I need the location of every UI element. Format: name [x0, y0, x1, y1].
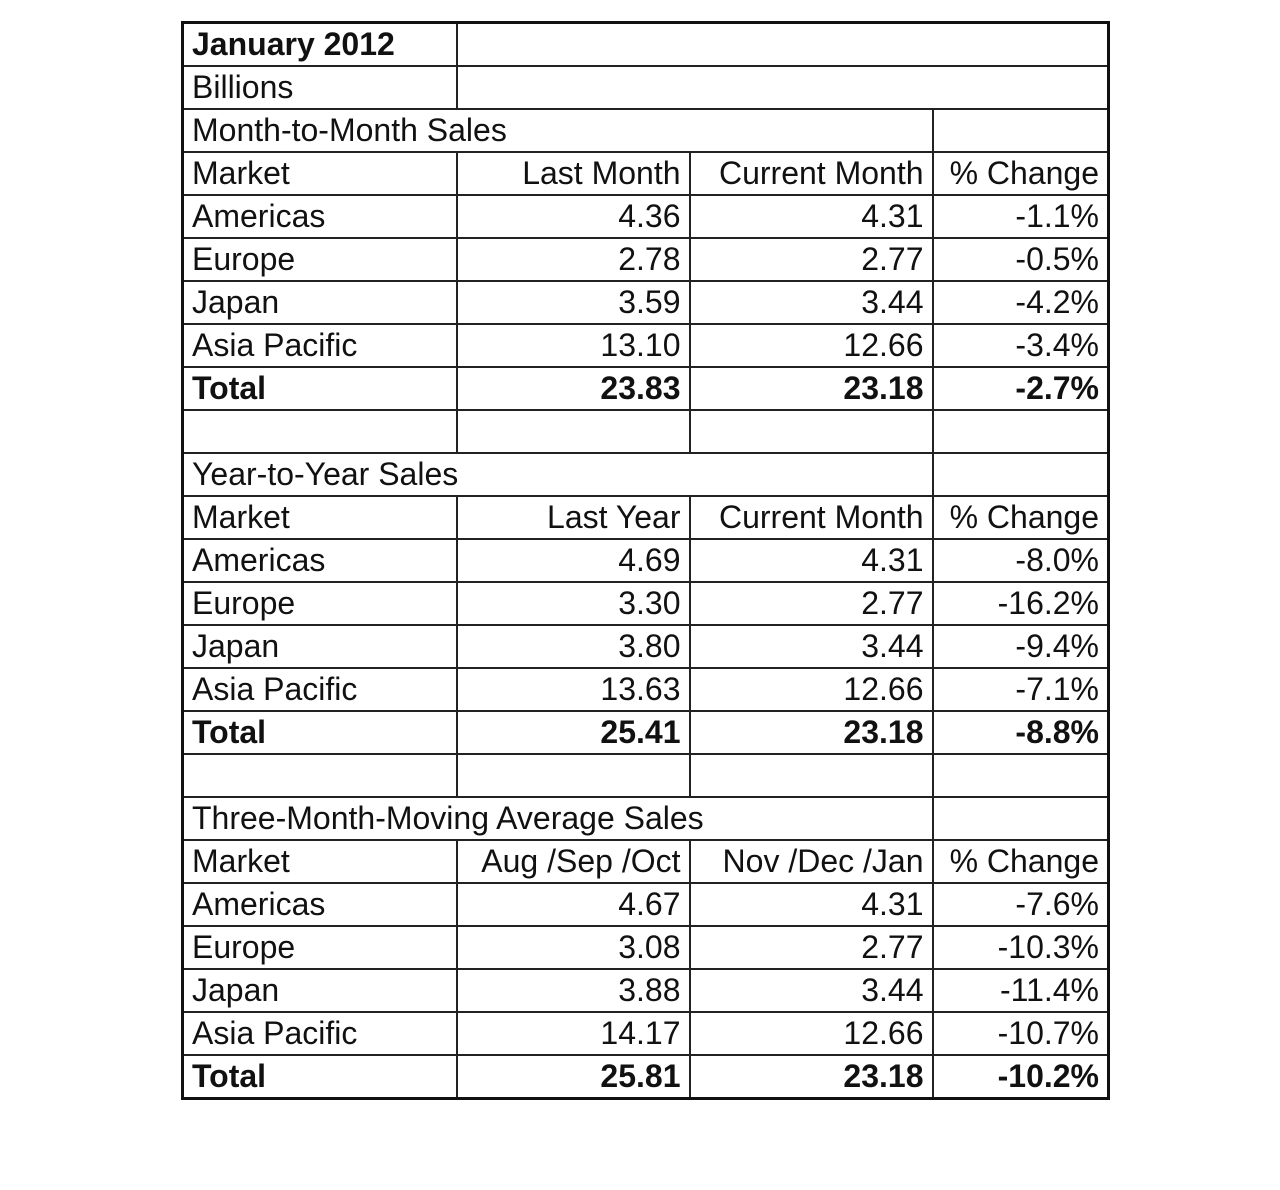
total-value: -10.2% — [933, 1055, 1109, 1099]
table-row — [183, 195, 1109, 238]
empty-cell — [457, 754, 690, 797]
value-cell: -4.2% — [933, 281, 1109, 324]
table-row — [183, 883, 1109, 926]
value-cell: 4.69 — [457, 539, 690, 582]
value-cell: -7.1% — [933, 668, 1109, 711]
title-row — [183, 23, 1109, 67]
table-row — [183, 238, 1109, 281]
market-name: Europe — [183, 238, 457, 281]
table-row — [183, 582, 1109, 625]
value-cell: -0.5% — [933, 238, 1109, 281]
table-row — [183, 625, 1109, 668]
value-cell: -3.4% — [933, 324, 1109, 367]
section-title-row — [183, 797, 1109, 840]
value-cell: 12.66 — [690, 1012, 933, 1055]
market-name: Asia Pacific — [183, 324, 457, 367]
market-name: Europe — [183, 582, 457, 625]
section-title-row — [183, 109, 1109, 152]
table-row — [183, 969, 1109, 1012]
empty-cell — [933, 754, 1109, 797]
value-cell: -10.3% — [933, 926, 1109, 969]
column-header: Market — [183, 840, 457, 883]
value-cell: -7.6% — [933, 883, 1109, 926]
column-header: Current Month — [690, 496, 933, 539]
empty-cell — [457, 410, 690, 453]
value-cell: 3.44 — [690, 969, 933, 1012]
market-name: Europe — [183, 926, 457, 969]
empty-cell — [690, 754, 933, 797]
market-name: Americas — [183, 883, 457, 926]
value-cell: -8.0% — [933, 539, 1109, 582]
table-row — [183, 539, 1109, 582]
value-cell: 3.80 — [457, 625, 690, 668]
total-value: -2.7% — [933, 367, 1109, 410]
value-cell: 3.59 — [457, 281, 690, 324]
empty-cell — [933, 453, 1109, 496]
spacer-row — [183, 410, 1109, 453]
value-cell: 4.67 — [457, 883, 690, 926]
section-title-row — [183, 453, 1109, 496]
value-cell: -9.4% — [933, 625, 1109, 668]
total-value: 23.18 — [690, 367, 933, 410]
total-label: Total — [183, 367, 457, 410]
table-row — [183, 324, 1109, 367]
market-name: Japan — [183, 969, 457, 1012]
total-value: 25.81 — [457, 1055, 690, 1099]
column-header-row — [183, 840, 1109, 883]
value-cell: 4.31 — [690, 539, 933, 582]
value-cell: 2.77 — [690, 582, 933, 625]
section-title: Year-to-Year Sales — [183, 453, 933, 496]
value-cell: 12.66 — [690, 668, 933, 711]
column-header: Nov /Dec /Jan — [690, 840, 933, 883]
market-name: Americas — [183, 195, 457, 238]
table-row — [183, 668, 1109, 711]
total-row — [183, 711, 1109, 754]
value-cell: 12.66 — [690, 324, 933, 367]
column-header: Last Month — [457, 152, 690, 195]
value-cell: 13.63 — [457, 668, 690, 711]
value-cell: 3.44 — [690, 625, 933, 668]
table-row — [183, 926, 1109, 969]
empty-cell — [933, 109, 1109, 152]
value-cell: 14.17 — [457, 1012, 690, 1055]
spacer-row — [183, 754, 1109, 797]
market-name: Asia Pacific — [183, 668, 457, 711]
value-cell: 4.31 — [690, 195, 933, 238]
value-cell: 4.31 — [690, 883, 933, 926]
market-name: Asia Pacific — [183, 1012, 457, 1055]
column-header: % Change — [933, 496, 1109, 539]
empty-cell — [183, 754, 457, 797]
column-header: Last Year — [457, 496, 690, 539]
table-row — [183, 281, 1109, 324]
column-header: Market — [183, 496, 457, 539]
total-label: Total — [183, 1055, 457, 1099]
empty-cell — [933, 410, 1109, 453]
value-cell: 4.36 — [457, 195, 690, 238]
section-title: Three-Month-Moving Average Sales — [183, 797, 933, 840]
unit-row — [183, 66, 1109, 109]
market-name: Japan — [183, 281, 457, 324]
value-cell: -10.7% — [933, 1012, 1109, 1055]
column-header-row — [183, 152, 1109, 195]
column-header: Current Month — [690, 152, 933, 195]
value-cell: 3.88 — [457, 969, 690, 1012]
value-cell: -16.2% — [933, 582, 1109, 625]
value-cell: -1.1% — [933, 195, 1109, 238]
empty-cell — [457, 23, 1109, 67]
value-cell: 3.44 — [690, 281, 933, 324]
value-cell: 3.08 — [457, 926, 690, 969]
value-cell: -11.4% — [933, 969, 1109, 1012]
value-cell: 2.77 — [690, 238, 933, 281]
sales-table — [181, 21, 1110, 1100]
total-row — [183, 1055, 1109, 1099]
value-cell: 13.10 — [457, 324, 690, 367]
value-cell: 2.78 — [457, 238, 690, 281]
market-name: Japan — [183, 625, 457, 668]
total-value: 23.18 — [690, 711, 933, 754]
value-cell: 2.77 — [690, 926, 933, 969]
table-row — [183, 1012, 1109, 1055]
market-name: Americas — [183, 539, 457, 582]
section-title: Month-to-Month Sales — [183, 109, 933, 152]
empty-cell — [933, 797, 1109, 840]
empty-cell — [690, 410, 933, 453]
total-label: Total — [183, 711, 457, 754]
column-header: Aug /Sep /Oct — [457, 840, 690, 883]
column-header: % Change — [933, 840, 1109, 883]
unit-label: Billions — [183, 66, 457, 109]
report-title: January 2012 — [183, 23, 457, 67]
total-row — [183, 367, 1109, 410]
total-value: 23.83 — [457, 367, 690, 410]
total-value: 23.18 — [690, 1055, 933, 1099]
column-header-row — [183, 496, 1109, 539]
value-cell: 3.30 — [457, 582, 690, 625]
total-value: -8.8% — [933, 711, 1109, 754]
column-header: % Change — [933, 152, 1109, 195]
column-header: Market — [183, 152, 457, 195]
empty-cell — [183, 410, 457, 453]
total-value: 25.41 — [457, 711, 690, 754]
empty-cell — [457, 66, 1109, 109]
